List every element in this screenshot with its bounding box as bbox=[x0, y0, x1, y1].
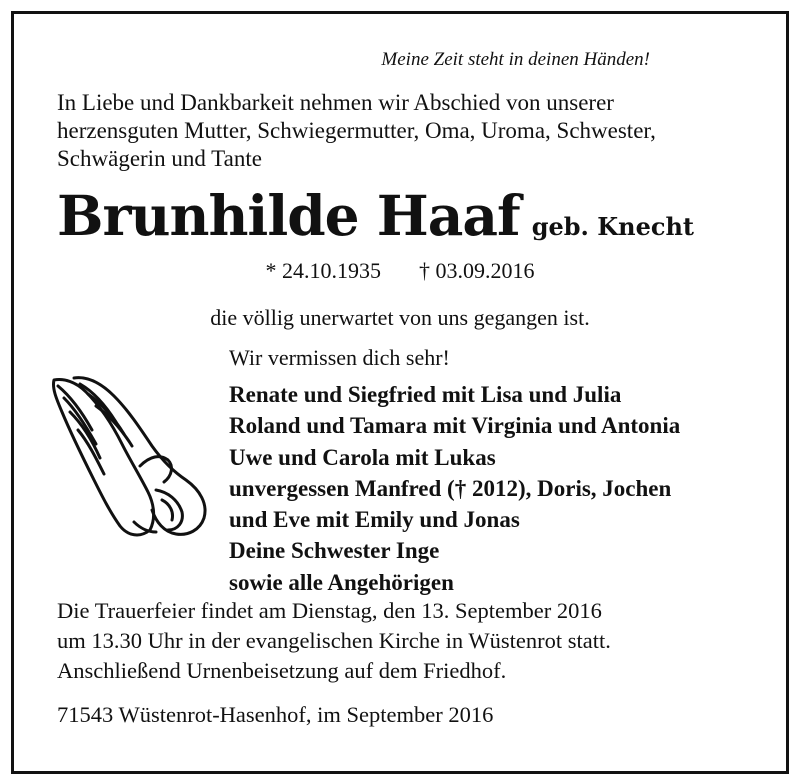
intro-line: herzensguten Mutter, Schwiegermutter, Oma, Uroma, Schwester, bbox=[57, 118, 656, 143]
praying-hands-icon bbox=[44, 372, 214, 540]
death-date: † 03.09.2016 bbox=[419, 258, 535, 283]
mourner-line: Uwe und Carola mit Lukas bbox=[229, 444, 496, 470]
place-date: 71543 Wüstenrot-Hasenhof, im September 2016 bbox=[57, 702, 494, 727]
maiden-name: geb. Knecht bbox=[531, 212, 694, 241]
mourner-line: unvergessen Manfred († 2012), Doris, Jochen bbox=[229, 475, 672, 501]
mourners-list bbox=[229, 379, 680, 598]
miss-line: Wir vermissen dich sehr! bbox=[229, 345, 450, 370]
deceased-name-block bbox=[57, 183, 694, 248]
intro-line: Schwägerin und Tante bbox=[57, 146, 262, 171]
mourner-line: und Eve mit Emily und Jonas bbox=[229, 507, 520, 533]
birth-date: * 24.10.1935 bbox=[265, 258, 381, 283]
mourner-line: Deine Schwester Inge bbox=[229, 538, 440, 564]
service-line: Anschließend Urnenbeisetzung auf dem Friedhof. bbox=[57, 658, 507, 683]
mourner-line: Roland und Tamara mit Virginia und Antonia bbox=[229, 413, 681, 439]
service-info bbox=[57, 596, 611, 686]
service-line: um 13.30 Uhr in der evangelischen Kirche in Wüstenrot statt. bbox=[57, 628, 611, 653]
deceased-name: Brunhilde Haaf bbox=[57, 183, 520, 248]
intro-text bbox=[57, 89, 757, 173]
mourner-line: sowie alle Angehörigen bbox=[229, 569, 454, 595]
intro-line: In Liebe und Dankbarkeit nehmen wir Abschied von unserer bbox=[57, 90, 614, 115]
life-dates bbox=[0, 258, 800, 284]
motto: Meine Zeit steht in deinen Händen! bbox=[381, 49, 650, 70]
service-line: Die Trauerfeier findet am Dienstag, den 13. September 2016 bbox=[57, 598, 602, 623]
mourner-line: Renate und Siegfried mit Lisa und Julia bbox=[229, 382, 622, 407]
subtitle: die völlig unerwartet von uns gegangen ist. bbox=[210, 305, 590, 330]
